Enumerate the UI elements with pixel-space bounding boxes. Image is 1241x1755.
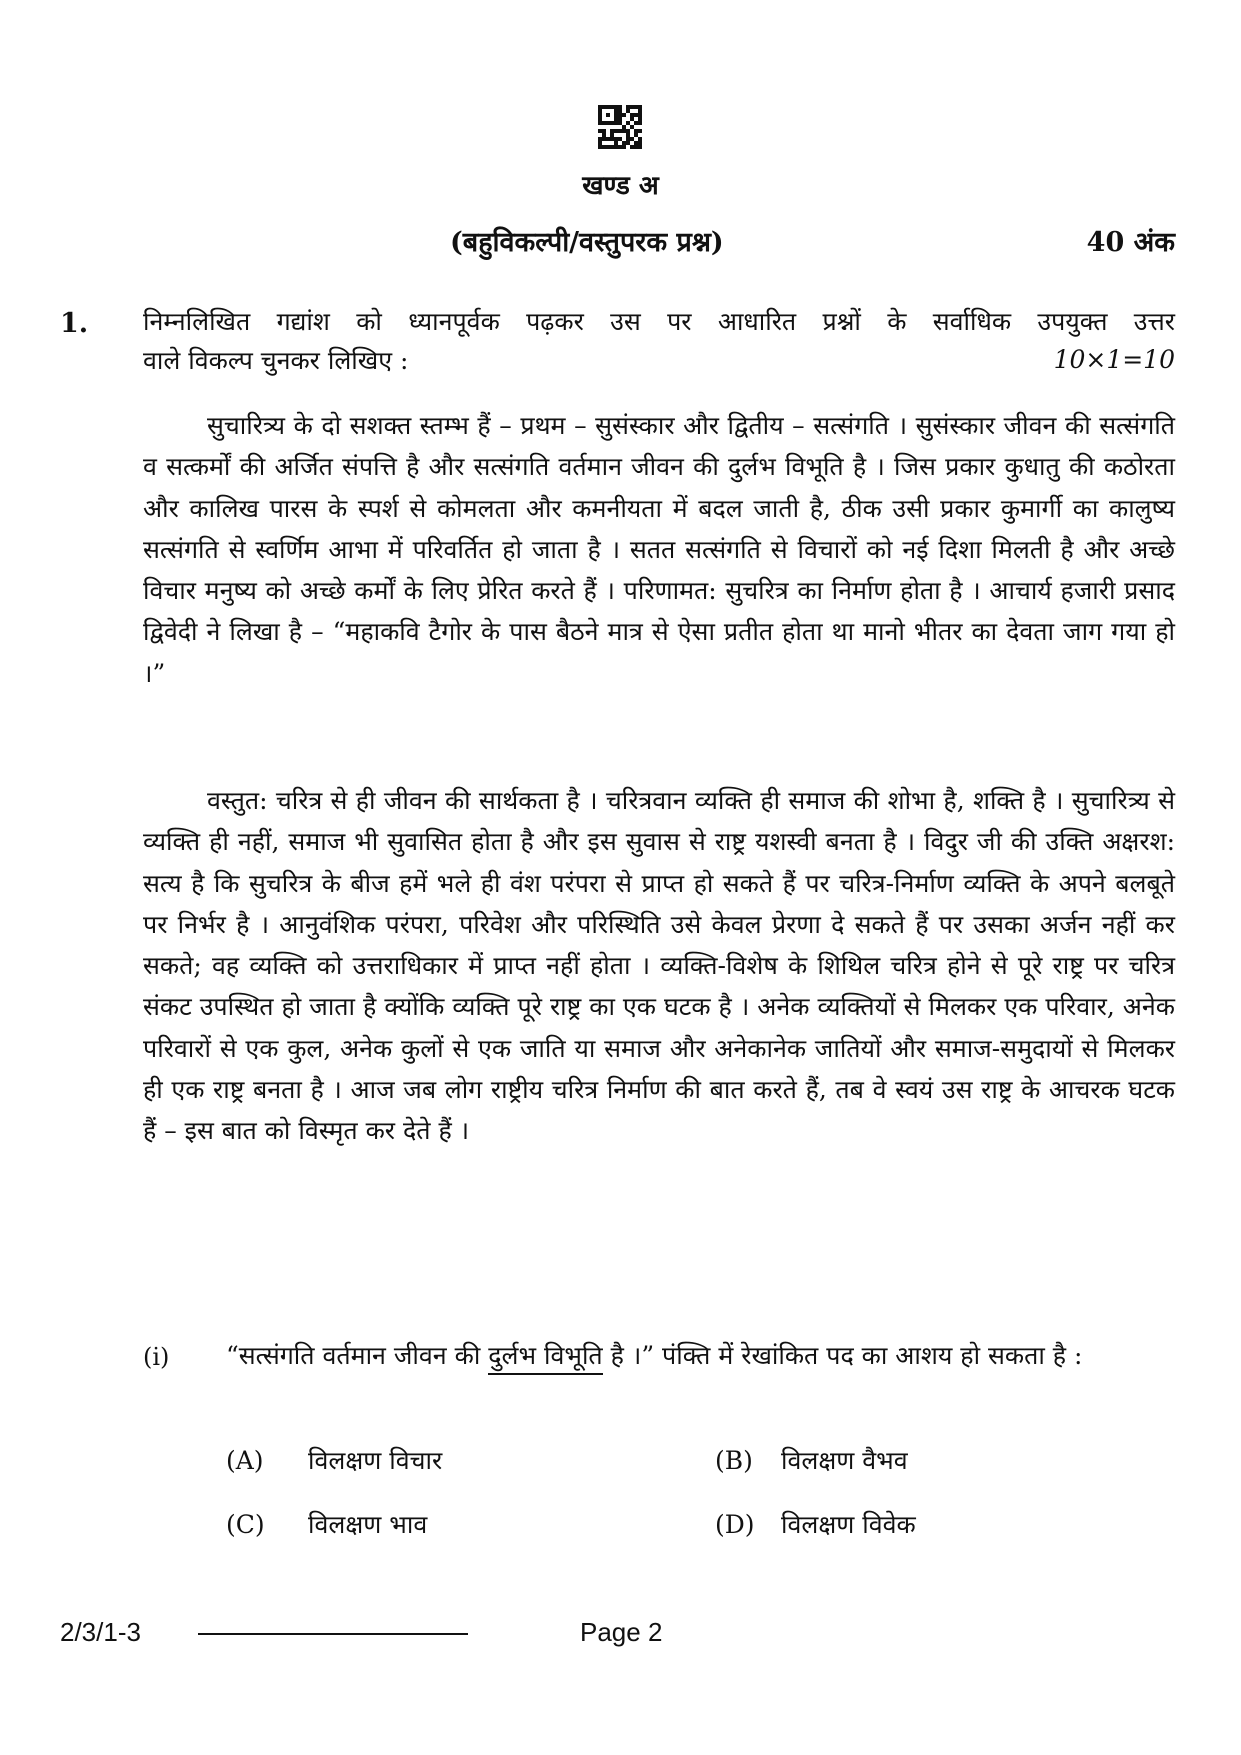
footer-divider [198,1633,468,1635]
subquestion-text-after: है ।” पंक्ति में रेखांकित पद का आशय हो सकता है : [602,1341,1083,1370]
footer-page-number: Page 2 [580,1617,663,1647]
question-instruction-line2: वाले विकल्प चुनकर लिखिए : [143,346,409,375]
option-d [715,1507,916,1541]
option-d-text: विलक्षण विवेक [781,1510,916,1539]
option-b [715,1443,908,1477]
option-c-label: (C) [226,1510,265,1539]
question-number: 1. [60,308,89,339]
option-a [226,1443,442,1477]
option-d-label: (D) [715,1510,755,1539]
qr-code [598,105,642,149]
section-subtitle: (बहुविकल्पी/वस्तुपरक प्रश्न) [450,227,724,258]
passage-paragraph-2: वस्तुत: चरित्र से ही जीवन की सार्थकता है । चरित्रवान व्यक्ति ही समाज की शोभा है, शक्ति है । सुचारित्र्य से व्यक्ति ही नहीं, समाज भी सुवासित होता है और इस सुवास से राष्ट्र यशस्वी बनता है । विदुर जी की उक्ति अक्षरश: सत्य है कि सुचरित्र के बीज हमें भले ही वंश परंपरा से प्राप्त हो सकते हैं पर चरित्र-निर्माण व्यक्ति के अपने बलबूते पर निर्भर है । आनुवंशिक परंपरा, परिवेश और परिस्थिति उसे केवल प्रेरणा दे सकते हैं पर उसका अर्जन नहीं कर सकते; वह व्यक्ति को उत्तराधिकार में प्राप्त नहीं होता । व्यक्ति-विशेष के शिथिल चरित्र होने से पूरे राष्ट्र पर चरित्र संकट उपस्थित हो जाता है क्योंकि व्यक्ति पूरे राष्ट्र का एक घटक है । अनेक व्यक्तियों से मिलकर एक परिवार, अनेक परिवारों से एक कुल, अनेक कुलों से एक जाति या समाज और अनेकानेक जातियों और समाज-समुदायों से मिलकर ही एक राष्ट्र बनता है । आज जब लोग राष्ट्रीय चरित्र निर्माण की बात करते हैं, तब वे स्वयं उस राष्ट्र के आचरक घटक हैं – इस बात को विस्मृत कर देते हैं । [143,786,1175,1146]
section-marks: 40 अंक [1086,227,1175,258]
question-instruction-line1: निम्नलिखित गद्यांश को ध्यानपूर्वक पढ़कर उस पर आधारित प्रश्नों के सर्वाधिक उपयुक्त उत्तर [143,307,1175,336]
footer-code: 2/3/1-3 [60,1617,141,1647]
option-c [226,1507,427,1541]
passage-paragraph-1: सुचारित्र्य के दो सशक्त स्तम्भ हैं – प्रथम – सुसंस्कार और द्वितीय – सत्संगति । सुसंस्कार जीवन की सत्संगति व सत्कर्मों की अर्जित संपत्ति है और सत्संगति वर्तमान जीवन की दुर्लभ विभूति है । जिस प्रकार कुधातु की कठोरता और कालिख पारस के स्पर्श से कोमलता और कमनीयता में बदल जाती है, ठीक उसी प्रकार कुमार्गी का कालुष्य सत्संगति से स्वर्णिम आभा में परिवर्तित हो जाता है । सतत सत्संगति से विचारों को नई दिशा मिलती है और अच्छे विचार मनुष्य को अच्छे कर्मों के लिए प्रेरित करते हैं । परिणामत: सुचरित्र का निर्माण होता है । आचार्य हजारी प्रसाद द्विवेदी ने लिखा है – “महाकवि टैगोर के पास बैठने मात्र से ऐसा प्रतीत होता था मानो भीतर का देवता जाग गया हो ।” [143,411,1175,688]
subquestion-text-before: “सत्संगति वर्तमान जीवन की [226,1341,489,1370]
option-b-label: (B) [715,1446,753,1475]
option-b-text: विलक्षण वैभव [781,1446,908,1475]
option-a-text: विलक्षण विचार [308,1446,443,1475]
option-c-text: विलक्षण भाव [308,1510,428,1539]
subquestion-text [226,1336,1176,1376]
subquestion-underlined-phrase: दुर्लभ विभूति [488,1341,602,1375]
question-score: 10×1=10 [1053,345,1175,374]
subquestion-number: (i) [143,1343,170,1371]
section-title: खण्ड अ [582,171,659,201]
option-a-label: (A) [226,1446,264,1475]
